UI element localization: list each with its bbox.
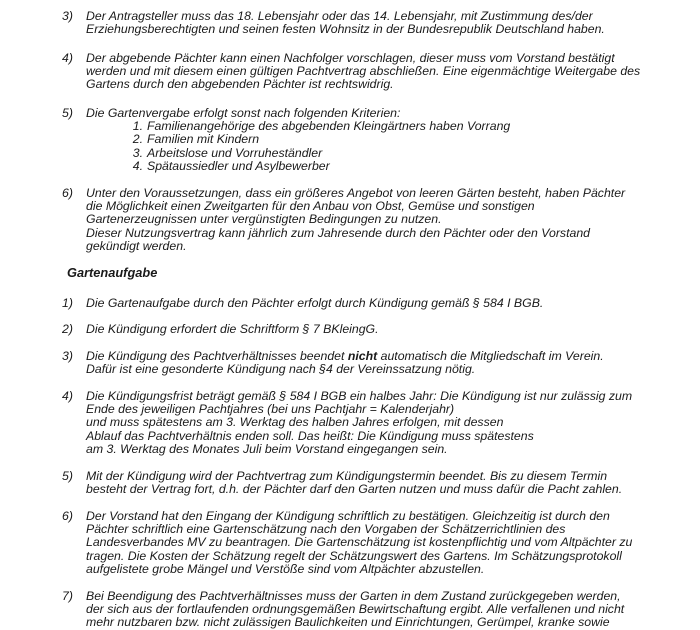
item-number: 5) (62, 469, 73, 483)
list-item-top-4 (62, 52, 682, 92)
item-text: Die Kündigungsfrist beträgt gemäß § 584 I BGB ein halbes Jahr: Die Kündigung ist nur zulässig zum Ende des jeweiligen Pachtjahres (bei uns Pachtjahr = Kalenderjahr) und muss spätestens am 3. Werktag des halben Jahres erfolgen, mit dessen Ablauf das Pachtverhältnis enden soll. Das heißt: Die Kündigung muss spätestens am 3. Werktag des Monates Juli beim Vorstand eingegangen sein. (86, 389, 633, 456)
list-item-bottom-3 (62, 350, 682, 376)
item-number: 3) (62, 9, 73, 23)
text-before: Die Kündigung des Pachtverhältnisses beendet (86, 349, 348, 363)
item-number: 6) (62, 186, 73, 200)
item-text: Die Gartenaufgabe durch den Pächter erfolgt durch Kündigung gemäß § 584 I BGB. (86, 296, 544, 310)
item-text: Die Gartenvergabe erfolgt sonst nach folgenden Kriterien: (86, 106, 401, 120)
text-after: automatisch die Mitgliedschaft im Verein. Dafür ist eine gesonderte Kündigung nach §4 der Vereinssatzung nötig. (86, 349, 604, 377)
item-text (86, 350, 682, 376)
item-text: Mit der Kündigung wird der Pachtvertrag zum Kündigungstermin beendet. Bis zu diesem Termin besteht der Vertrag fort, d.h. der Pächter darf den Garten nutzen und muss dafür die Pacht zahlen. (86, 469, 623, 497)
item-text: Der Vorstand hat den Eingang der Kündigung schriftlich zu bestätigen. Gleichzeitig ist durch den Pächter schriftlich eine Gartenschätzung nach den Vorgaben der Schätzerrichtlinien des Landesverbandes MV zu beantragen. Die Gartenschätzung ist kostenpflichtig und vom Altpächter zu tragen. Die Kosten der Schätzung regelt der Schätzungswert des Gartens. Im Schätzungsprotokoll aufgelistete grobe Mängel und Verstöße sind vom Altpächter abzustellen. (86, 509, 633, 576)
item-text: Unter den Voraussetzungen, dass ein größeres Angebot von leeren Gärten besteht, haben Pächter die Möglichkeit einen Zweitgarten für den Anbau von Obst, Gemüse und sonstigen Gartenerzeugnissen unter vergünstigten Bedingungen zu nutzen. Dieser Nutzungsvertrag kann jährlich zum Jahresende durch den Pächter oder den Vorstand gekündigt werden. (86, 186, 626, 253)
item-number: 3) (62, 349, 73, 363)
section-heading: Gartenaufgabe (67, 265, 158, 280)
criteria-text: Familienangehörige des abgebenden Kleingärtners haben Vorrang (147, 119, 511, 134)
item-number: 1) (62, 296, 73, 310)
list-item-top-3 (62, 10, 682, 36)
list-item-bottom-5 (62, 470, 682, 496)
list-item-bottom-7 (62, 590, 682, 630)
item-text: Bei Beendigung des Pachtverhältnisses muss der Garten in dem Zustand zurückgegeben werden, der sich aus der fortlaufenden ordnungsgemäßen Bewirtschaftung ergibt. Alle verfallenen und nicht mehr nutzbaren bzw. nicht zulässigen Baulichkeiten und Einrichtungen, Gerümpel, kranke sowie (86, 589, 625, 630)
criteria-item (125, 160, 682, 173)
criteria-text: Arbeitslose und Vorruheständler (147, 145, 323, 160)
item-text: Die Kündigung erfordert die Schriftform § 7 BKleingG. (86, 322, 379, 336)
item-number: 4) (62, 51, 73, 65)
criteria-text: Spätaussiedler und Asylbewerber (147, 158, 330, 173)
criteria-list (125, 120, 682, 173)
item-number: 7) (62, 589, 73, 603)
criteria-number: 2. (132, 132, 143, 147)
criteria-number: 4. (132, 158, 143, 173)
item-number: 4) (62, 389, 73, 403)
criteria-number: 3. (132, 145, 143, 160)
item-number: 2) (62, 322, 73, 336)
criteria-number: 1. (132, 119, 143, 134)
item-number: 6) (62, 509, 73, 523)
item-number: 5) (62, 106, 73, 120)
list-item-bottom-4 (62, 390, 682, 456)
list-item-bottom-2 (62, 323, 682, 336)
list-item-top-6 (62, 187, 682, 253)
item-text: Der Antragsteller muss das 18. Lebensjahr oder das 14. Lebensjahr, mit Zustimmung des/der Erziehungsberechtigten und seinen festen Wohnsitz in der Bundesrepublik Deutschland haben. (86, 9, 605, 37)
list-item-top-5 (62, 107, 682, 173)
item-text: Der abgebende Pächter kann einen Nachfolger vorschlagen, dieser muss vom Vorstand bestätigt werden und mit diesem einen gültigen Pachtvertrag abschließen. Eine eigenmächtige Weitergabe des Gartens durch den abgebenden Pächter ist rechtswidrig. (86, 51, 641, 92)
emphasis-nicht: nicht (347, 349, 378, 363)
criteria-text: Familien mit Kindern (147, 132, 260, 147)
list-item-bottom-6 (62, 510, 682, 576)
list-item-bottom-1 (62, 297, 682, 310)
